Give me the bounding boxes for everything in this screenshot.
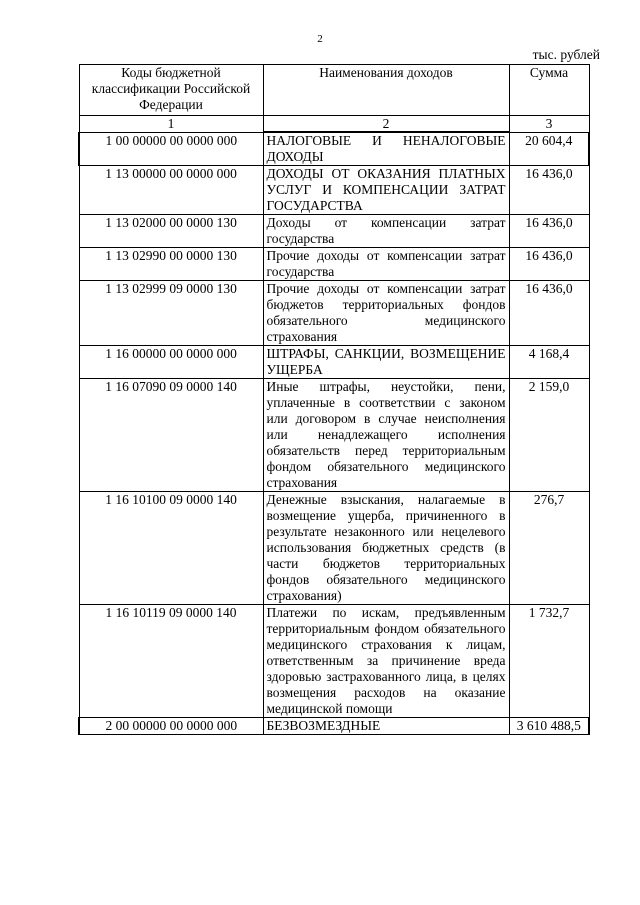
table-row (79, 215, 589, 248)
row-code: 1 13 02999 09 0000 130 (79, 281, 263, 346)
column-number: 2 (263, 116, 509, 133)
row-code: 1 13 02000 00 0000 130 (79, 215, 263, 248)
table-row (79, 379, 589, 492)
row-name: ШТРАФЫ, САНКЦИИ, ВОЗМЕЩЕНИЕ УЩЕРБА (263, 346, 509, 379)
row-sum: 16 436,0 (509, 281, 589, 346)
row-sum: 16 436,0 (509, 166, 589, 215)
row-name: Прочие доходы от компенсации затрат государства (263, 248, 509, 281)
units-label: тыс. рублей (532, 47, 600, 62)
row-sum: 4 168,4 (509, 346, 589, 379)
row-code: 1 16 00000 00 0000 000 (79, 346, 263, 379)
header-code: Коды бюджетной классификации Российской Федерации (79, 65, 263, 116)
table-row (79, 132, 589, 166)
page-number: 2 (317, 33, 323, 45)
row-code: 1 00 00000 00 0000 000 (79, 132, 263, 166)
row-sum: 1 732,7 (509, 605, 589, 718)
table-row (79, 281, 589, 346)
table-row (79, 605, 589, 718)
column-number-row (79, 116, 589, 133)
table-row (79, 166, 589, 215)
row-name: Иные штрафы, неустойки, пени, уплаченные в соответствии с законом или договором в случае неисполнения или ненадлежащего исполнения обязательств перед территориальным фондом обязательного медицинского страхования (263, 379, 509, 492)
header-sum: Сумма (509, 65, 589, 116)
revenue-table (78, 64, 590, 735)
header-name: Наименования доходов (263, 65, 509, 116)
row-sum: 276,7 (509, 492, 589, 605)
row-name: ДОХОДЫ ОТ ОКАЗАНИЯ ПЛАТНЫХ УСЛУГ И КОМПЕНСАЦИИ ЗАТРАТ ГОСУДАРСТВА (263, 166, 509, 215)
row-name: Прочие доходы от компенсации затрат бюджетов территориальных фондов обязательного медицинского страхования (263, 281, 509, 346)
row-name: НАЛОГОВЫЕ И НЕНАЛОГОВЫЕ ДОХОДЫ (263, 132, 509, 166)
row-code: 1 16 07090 09 0000 140 (79, 379, 263, 492)
row-code: 1 13 02990 00 0000 130 (79, 248, 263, 281)
column-number: 3 (509, 116, 589, 133)
row-sum: 20 604,4 (509, 132, 589, 166)
table-row (79, 718, 589, 735)
row-sum: 3 610 488,5 (509, 718, 589, 735)
row-sum: 16 436,0 (509, 215, 589, 248)
row-name: Доходы от компенсации затрат государства (263, 215, 509, 248)
column-number: 1 (79, 116, 263, 133)
row-code: 1 16 10119 09 0000 140 (79, 605, 263, 718)
row-sum: 16 436,0 (509, 248, 589, 281)
row-name: Денежные взыскания, налагаемые в возмещение ущерба, причиненного в результате незаконного или нецелевого использования бюджетных средств (в части бюджетов территориальных фондов обязательного медицинского страхования) (263, 492, 509, 605)
row-name: Платежи по искам, предъявленным территориальным фондом обязательного медицинского страхования к лицам, ответственным за причинение вреда здоровью застрахованного лица, в целях возмещения расходов на оказание медицинской помощи (263, 605, 509, 718)
header-row (79, 65, 589, 116)
row-code: 1 13 00000 00 0000 000 (79, 166, 263, 215)
row-name: БЕЗВОЗМЕЗДНЫЕ (263, 718, 509, 735)
row-code: 1 16 10100 09 0000 140 (79, 492, 263, 605)
row-sum: 2 159,0 (509, 379, 589, 492)
table-row (79, 492, 589, 605)
row-code: 2 00 00000 00 0000 000 (79, 718, 263, 735)
table-row (79, 346, 589, 379)
table-row (79, 248, 589, 281)
